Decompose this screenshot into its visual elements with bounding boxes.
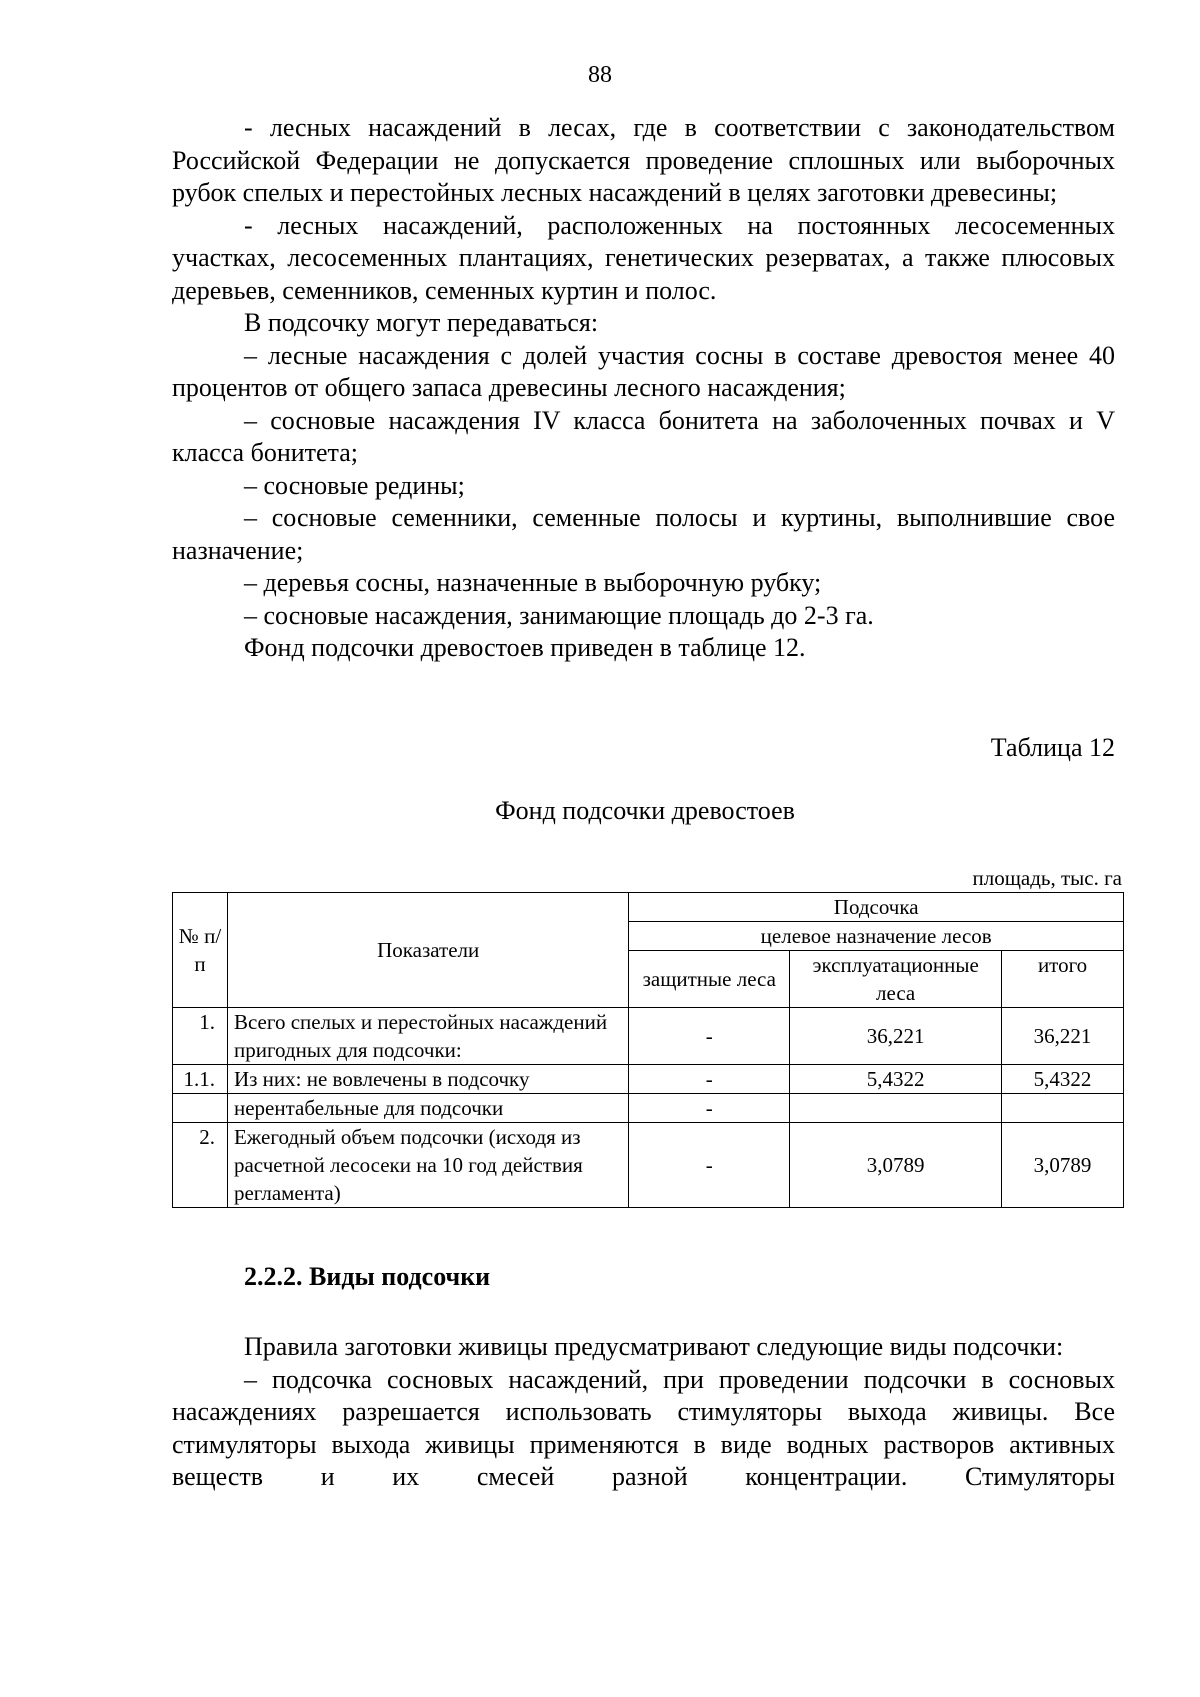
row-num (173, 1094, 228, 1123)
header-total: итого (1002, 951, 1124, 1008)
row-indicator: Ежегодный объем подсочки (исходя из расчетной лесосеки на 10 год действия регламента) (227, 1123, 628, 1208)
table-row (173, 1094, 1124, 1123)
paragraph: – сосновые насаждения IV класса бонитета на заболоченных почвах и V класса бонитета; (172, 405, 1115, 467)
row-total: 5,4322 (1002, 1065, 1124, 1094)
row-total: 36,221 (1002, 1008, 1124, 1065)
row-exploitation: 3,0789 (790, 1123, 1002, 1208)
paragraph: В подсочку могут передаваться: (244, 308, 599, 337)
paragraph: - лесных насаждений в лесах, где в соответствии с законодательством Российской Федерации не допускается проведение сплошных или выборочных рубок спелых и перестойных лесных насаждений в целях заготовки древесины; (172, 113, 1115, 207)
row-indicator: Всего спелых и перестойных насаждений пригодных для подсочки: (227, 1008, 628, 1065)
row-num: 1. (173, 1008, 228, 1065)
table-unit: площадь, тыс. га (972, 866, 1122, 890)
table-row (173, 1065, 1124, 1094)
header-protective: защитные леса (629, 951, 790, 1008)
header-group: Подсочка (629, 893, 1124, 922)
table-row (173, 1123, 1124, 1208)
row-protective: - (629, 1008, 790, 1065)
body-text-bottom (172, 1331, 1115, 1494)
table-label: Таблица 12 (990, 733, 1115, 762)
row-indicator: Из них: не вовлечены в подсочку (227, 1065, 628, 1094)
row-exploitation (790, 1094, 1002, 1123)
header-num: № п/п (173, 893, 228, 1008)
table-row (173, 1008, 1124, 1065)
row-protective: - (629, 1065, 790, 1094)
row-num: 1.1. (173, 1065, 228, 1094)
paragraph: – лесные насаждения с долей участия сосны в составе древостоя менее 40 процентов от общего запаса древесины лесного насаждения; (172, 340, 1115, 402)
paragraph: - лесных насаждений, расположенных на постоянных лесосеменных участках, лесосеменных плантациях, генетических резерватах, а также плюсовых деревьев, семенников, семенных куртин и полос. (172, 210, 1115, 305)
table-title: Фонд подсочки древостоев (495, 796, 795, 825)
paragraph: – сосновые редины; (244, 470, 465, 500)
row-protective: - (629, 1123, 790, 1208)
header-indicator: Показатели (227, 893, 628, 1008)
paragraph: – сосновые семенники, семенные полосы и куртины, выполнившие свое назначение; (172, 503, 1115, 565)
data-table (172, 892, 1124, 1208)
row-total: 3,0789 (1002, 1123, 1124, 1208)
row-num: 2. (173, 1123, 228, 1208)
paragraph: Правила заготовки живицы предусматривают следующие виды подсочки: (244, 1332, 1064, 1361)
paragraph: – деревья сосны, назначенные в выборочную рубку; (244, 568, 822, 597)
section-heading: 2.2.2. Виды подсочки (244, 1262, 491, 1291)
paragraph: – сосновые насаждения, занимающие площадь до 2-3 га. (244, 600, 874, 630)
paragraph: Фонд подсочки древостоев приведен в таблице 12. (244, 633, 806, 662)
row-exploitation: 36,221 (790, 1008, 1002, 1065)
row-indicator: нерентабельные для подсочки (227, 1094, 628, 1123)
row-exploitation: 5,4322 (790, 1065, 1002, 1094)
body-text-top (172, 112, 1115, 665)
row-total (1002, 1094, 1124, 1123)
page-number: 88 (588, 62, 612, 88)
header-exploitation: эксплуатационные леса (790, 951, 1002, 1008)
row-protective: - (629, 1094, 790, 1123)
header-subgroup: целевое назначение лесов (629, 922, 1124, 951)
paragraph: – подсочка сосновых насаждений, при проведении подсочки в сосновых насаждениях разрешается использовать стимуляторы выхода живицы. Все стимуляторы выхода живицы применяются в виде водных растворов активных веществ и их смесей разной концентрации. Стимуляторы (172, 1364, 1115, 1491)
